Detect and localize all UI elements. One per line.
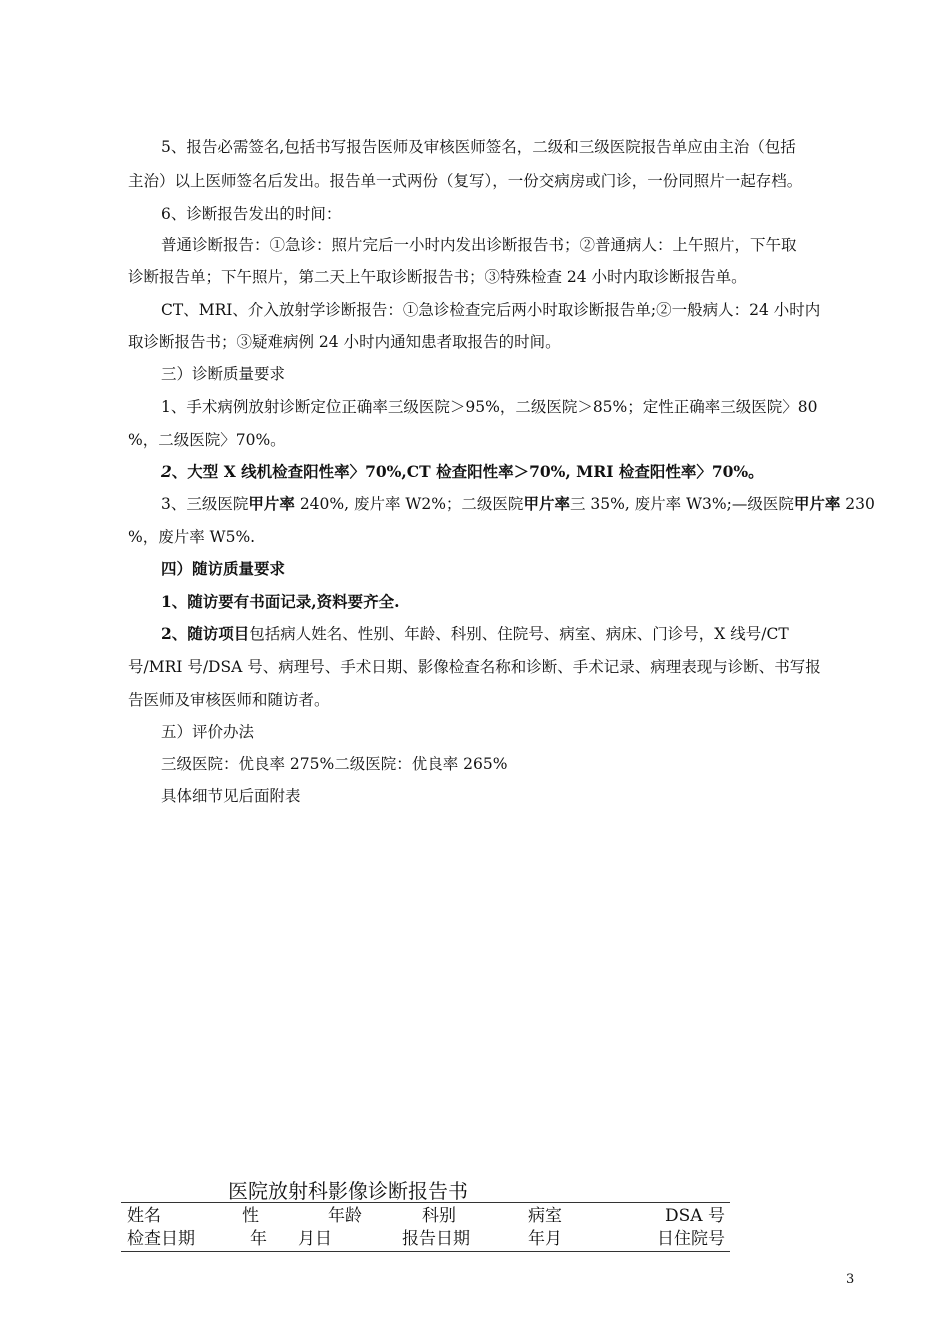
film-rate-seg2: 240%, 废片率 W2%；二级医院 — [294, 495, 524, 513]
paragraph-signature-rule-line2: 主治）以上医师签名后发出。报告单一式两份（复写），一份交病房或门诊，一份同照片一起存档。 — [128, 172, 803, 190]
paragraph-ct-mri-report-line2: 取诊断报告书；③疑难病例 24 小时内通知患者取报告的时间。 — [128, 333, 561, 351]
paragraph-signature-rule-line1: 5、报告必需签名,包括书写报告医师及审核医师签名，二级和三级医院报告单应由主治（包括 — [161, 138, 796, 156]
paragraph-evaluation-rates: 三级医院：优良率 275%二级医院：优良率 265% — [161, 755, 508, 773]
section-heading-follow-up: 四）随访质量要求 — [161, 559, 286, 578]
form-label-report-date: 报告日期 — [402, 1229, 470, 1249]
form-label-age: 年龄 — [328, 1206, 362, 1226]
follow-up-items-rest: 包括病人姓名、性别、年龄、科别、住院号、病室、病床、门诊号，X 线号/CT — [249, 625, 789, 643]
section-heading-diagnosis-quality: 三）诊断质量要求 — [161, 365, 286, 383]
film-rate-seg4: 230 — [840, 495, 875, 513]
form-label-day-inpatient-number: 日住院号 — [657, 1229, 725, 1249]
paragraph-accuracy-line1: 1、手术病例放射诊断定位正确率三级医院＞95%，二级医院＞85%；定性正确率三级医院〉80 — [161, 398, 818, 416]
form-label-name: 姓名 — [127, 1206, 161, 1226]
paragraph-positive-rate — [161, 462, 764, 482]
form-label-ward: 病室 — [528, 1206, 562, 1226]
page-number: 3 — [846, 1272, 855, 1287]
form-label-year-month: 年月 — [528, 1229, 562, 1249]
section-heading-evaluation: 五）评价办法 — [161, 723, 255, 741]
report-form-table — [121, 1202, 730, 1252]
film-rate-bold3: 甲片率 — [793, 494, 841, 513]
paragraph-report-time-heading: 6、诊断报告发出的时间： — [161, 205, 342, 223]
form-label-year: 年 — [250, 1229, 267, 1249]
paragraph-positive-rate-number: 2 — [161, 462, 172, 481]
film-rate-bold2: 甲片率 — [523, 494, 570, 513]
form-label-dsa-number: DSA 号 — [665, 1206, 725, 1226]
follow-up-items-bold: 2、随访项目 — [161, 624, 250, 643]
paragraph-normal-report-line2: 诊断报告单；下午照片，第二天上午取诊断报告书；③特殊检查 24 小时内取诊断报告单。 — [128, 268, 747, 286]
film-rate-seg1: 3、三级医院 — [161, 495, 249, 513]
paragraph-see-appendix: 具体细节见后面附表 — [161, 787, 301, 805]
paragraph-accuracy-line2: %，二级医院〉70%。 — [128, 431, 286, 449]
paragraph-positive-rate-text: 、大型 X 线机检查阳性率〉70%,CT 检查阳性率＞70%, MRI 检查阳性率〉70%。 — [171, 462, 764, 481]
paragraph-normal-report-line1: 普通诊断报告：①急诊：照片完后一小时内发出诊断报告书；②普通病人：上午照片，下午取 — [161, 236, 797, 254]
paragraph-ct-mri-report-line1: CT、MRI、介入放射学诊断报告：①急诊检查完后两小时取诊断报告单;②一般病人：24 小时内 — [161, 301, 821, 319]
report-form-title: 医院放射科影像诊断报告书 — [228, 1179, 468, 1203]
paragraph-follow-up-records: 1、随访要有书面记录,资料要齐全. — [161, 592, 400, 611]
form-label-sex: 性 — [242, 1206, 259, 1226]
form-label-department: 科别 — [422, 1206, 456, 1226]
paragraph-follow-up-items-line2: 号/MRI 号/DSA 号、病理号、手术日期、影像检查名称和诊断、手术记录、病理表现与诊断、书写报 — [128, 658, 821, 676]
paragraph-film-rate-line2: %，废片率 W5%. — [128, 528, 256, 546]
paragraph-follow-up-items-line3: 告医师及审核医师和随访者。 — [128, 691, 330, 709]
form-label-exam-date: 检查日期 — [127, 1229, 195, 1249]
paragraph-follow-up-items-line1 — [161, 624, 789, 644]
form-label-month-day: 月日 — [298, 1229, 332, 1249]
film-rate-bold1: 甲片率 — [248, 494, 295, 513]
film-rate-seg3: 三 35%, 废片率 W3%;—级医院 — [569, 495, 794, 513]
paragraph-film-rate-line1 — [161, 494, 875, 514]
